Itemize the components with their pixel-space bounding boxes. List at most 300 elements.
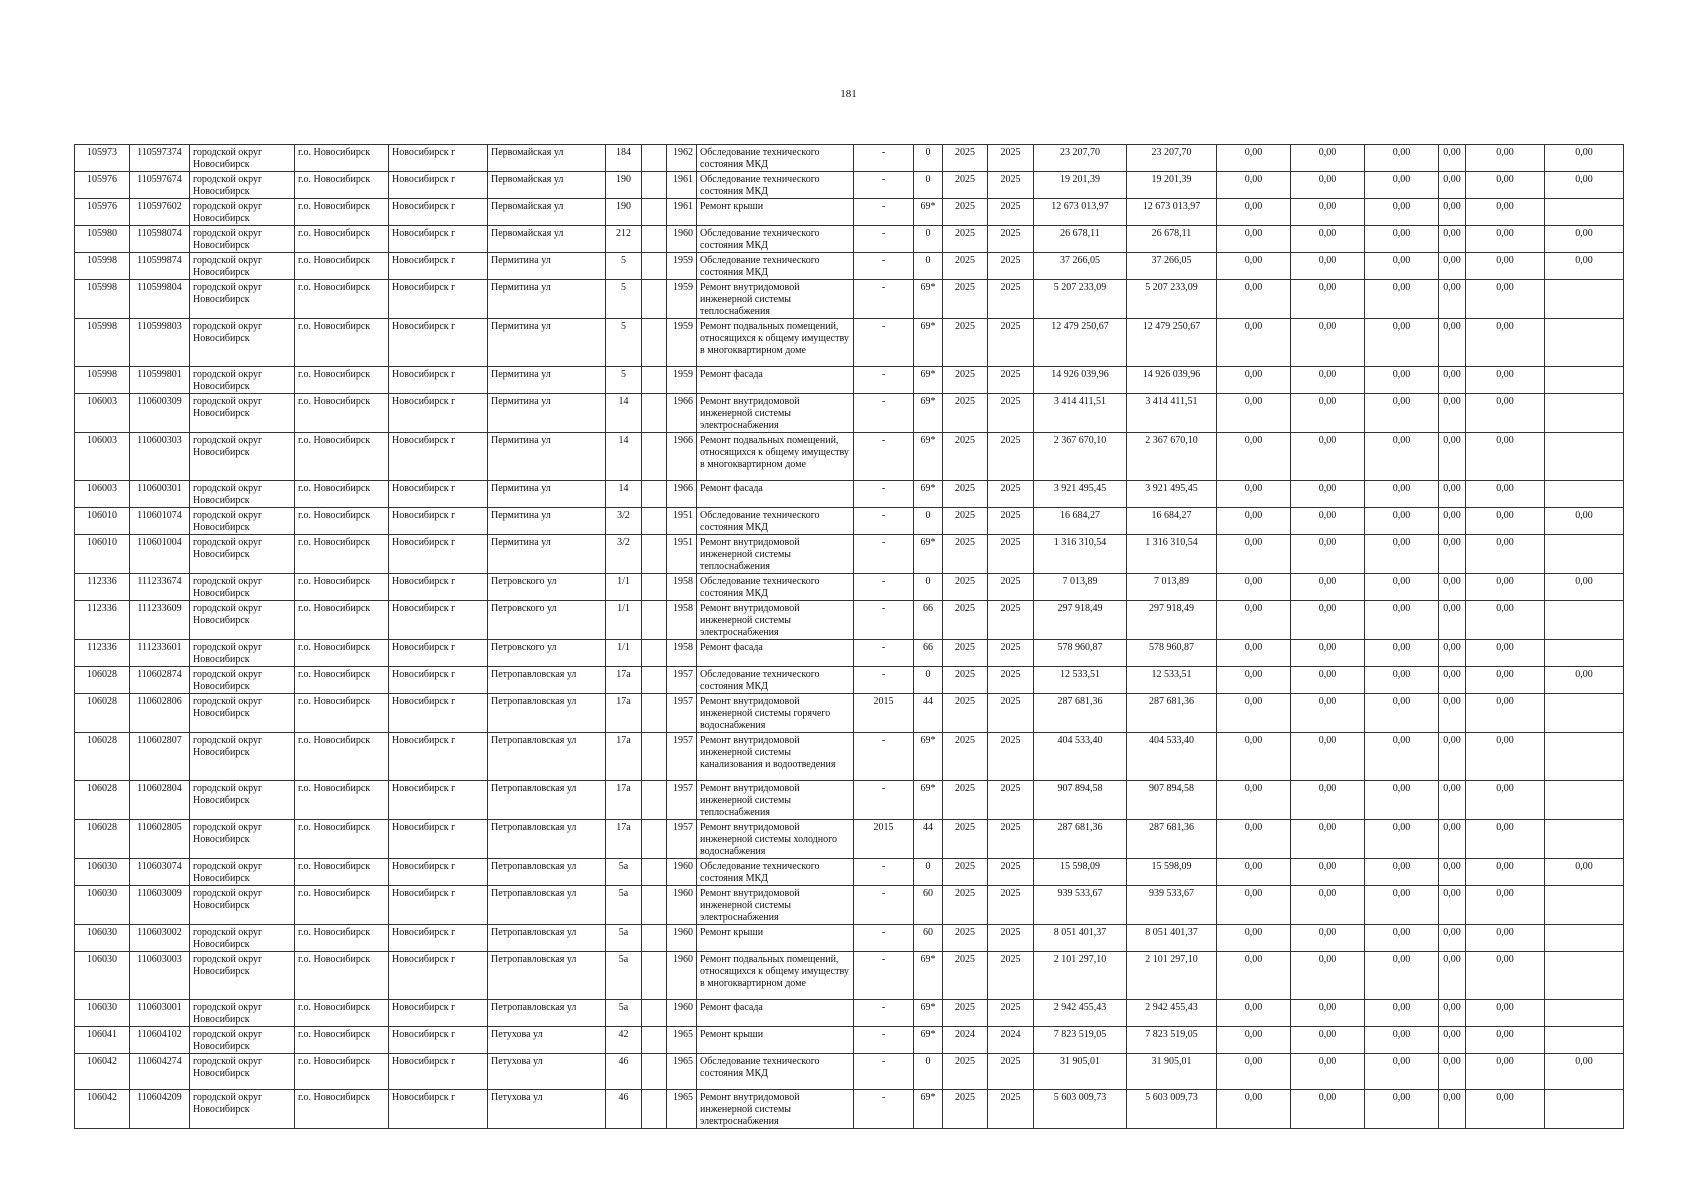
cell-year-built: 1959	[667, 367, 697, 394]
cell-cost-local: 0,00	[1365, 319, 1439, 367]
cell-cost-owners: 0,00	[1466, 319, 1545, 367]
cell-cost-owners: 0,00	[1466, 1027, 1545, 1054]
cell-work-type: Ремонт внутридомовой инженерной системы электроснабжения	[697, 601, 854, 640]
cell-work-type: Ремонт внутридомовой инженерной системы электроснабжения	[697, 1090, 854, 1129]
cell-plan-year-start: 2025	[943, 640, 988, 667]
cell-municipality: городской округ Новосибирск	[190, 253, 295, 280]
cell-cost-owners: 0,00	[1466, 1054, 1545, 1090]
cell-cost-fund: 939 533,67	[1127, 886, 1217, 925]
cell-item-id: 111233609	[130, 601, 190, 640]
table-row	[75, 319, 1624, 367]
cell-cost-federal: 0,00	[1217, 667, 1291, 694]
cell-house-number: 5	[606, 319, 642, 367]
cell-cost-other: 0,00	[1439, 574, 1466, 601]
cell-total-cost: 7 013,89	[1034, 574, 1127, 601]
cell-municipality-short: г.о. Новосибирск	[295, 1090, 389, 1129]
cell-year-built: 1961	[667, 199, 697, 226]
cell-cost-extra: 0,00	[1545, 145, 1624, 172]
cell-house-number: 46	[606, 1090, 642, 1129]
cell-wear-percent: 69*	[914, 952, 943, 1000]
cell-cost-regional: 0,00	[1291, 319, 1365, 367]
cell-cost-regional: 0,00	[1291, 781, 1365, 820]
cell-last-repair-year: -	[854, 253, 914, 280]
cell-last-repair-year: -	[854, 925, 914, 952]
cell-last-repair-year: -	[854, 952, 914, 1000]
cell-item-id: 110599874	[130, 253, 190, 280]
cell-total-cost: 26 678,11	[1034, 226, 1127, 253]
table-row	[75, 781, 1624, 820]
cell-plan-year-end: 2025	[988, 601, 1034, 640]
cell-cost-other: 0,00	[1439, 667, 1466, 694]
cell-work-type: Обследование технического состояния МКД	[697, 145, 854, 172]
cell-municipality-short: г.о. Новосибирск	[295, 226, 389, 253]
cell-item-id: 110601004	[130, 535, 190, 574]
cell-plan-year-start: 2025	[943, 667, 988, 694]
cell-street: Петровского ул	[488, 574, 606, 601]
cell-cost-other: 0,00	[1439, 253, 1466, 280]
cell-wear-percent: 69*	[914, 781, 943, 820]
cell-street: Пермитина ул	[488, 433, 606, 481]
table-row	[75, 394, 1624, 433]
cell-building	[642, 535, 667, 574]
cell-cost-fund: 2 942 455,43	[1127, 1000, 1217, 1027]
cell-cost-other: 0,00	[1439, 508, 1466, 535]
cell-house-number: 17а	[606, 667, 642, 694]
cell-street: Первомайская ул	[488, 199, 606, 226]
cell-locality: Новосибирск г	[389, 859, 488, 886]
cell-cost-regional: 0,00	[1291, 394, 1365, 433]
cell-house-number: 5а	[606, 1000, 642, 1027]
cell-building	[642, 820, 667, 859]
table-row	[75, 694, 1624, 733]
cell-total-cost: 31 905,01	[1034, 1054, 1127, 1090]
cell-cost-federal: 0,00	[1217, 172, 1291, 199]
cell-street: Первомайская ул	[488, 226, 606, 253]
cell-house-id: 106028	[75, 820, 130, 859]
cell-cost-federal: 0,00	[1217, 859, 1291, 886]
cell-work-type: Ремонт внутридомовой инженерной системы электроснабжения	[697, 886, 854, 925]
table-row	[75, 667, 1624, 694]
cell-cost-local: 0,00	[1365, 733, 1439, 781]
cell-total-cost: 1 316 310,54	[1034, 535, 1127, 574]
cell-locality: Новосибирск г	[389, 1000, 488, 1027]
cell-locality: Новосибирск г	[389, 433, 488, 481]
cell-work-type: Обследование технического состояния МКД	[697, 226, 854, 253]
table-row	[75, 820, 1624, 859]
cell-total-cost: 19 201,39	[1034, 172, 1127, 199]
cell-total-cost: 12 479 250,67	[1034, 319, 1127, 367]
cell-total-cost: 12 533,51	[1034, 667, 1127, 694]
cell-cost-federal: 0,00	[1217, 394, 1291, 433]
cell-cost-owners: 0,00	[1466, 508, 1545, 535]
cell-cost-extra	[1545, 694, 1624, 733]
cell-locality: Новосибирск г	[389, 199, 488, 226]
cell-wear-percent: 69*	[914, 733, 943, 781]
cell-cost-federal: 0,00	[1217, 199, 1291, 226]
cell-cost-regional: 0,00	[1291, 952, 1365, 1000]
cell-cost-regional: 0,00	[1291, 1054, 1365, 1090]
table-row	[75, 952, 1624, 1000]
table-row	[75, 601, 1624, 640]
cell-work-type: Ремонт крыши	[697, 925, 854, 952]
cell-house-id: 105973	[75, 145, 130, 172]
cell-year-built: 1965	[667, 1054, 697, 1090]
table-body	[75, 145, 1624, 1129]
cell-cost-extra	[1545, 640, 1624, 667]
cell-municipality-short: г.о. Новосибирск	[295, 199, 389, 226]
cell-cost-extra	[1545, 952, 1624, 1000]
cell-plan-year-end: 2025	[988, 280, 1034, 319]
cell-street: Петухова ул	[488, 1090, 606, 1129]
cell-cost-local: 0,00	[1365, 1054, 1439, 1090]
cell-cost-owners: 0,00	[1466, 394, 1545, 433]
cell-wear-percent: 0	[914, 253, 943, 280]
cell-last-repair-year: -	[854, 394, 914, 433]
cell-building	[642, 859, 667, 886]
cell-cost-regional: 0,00	[1291, 535, 1365, 574]
cell-plan-year-start: 2025	[943, 886, 988, 925]
cell-cost-federal: 0,00	[1217, 433, 1291, 481]
cell-year-built: 1961	[667, 172, 697, 199]
cell-cost-regional: 0,00	[1291, 226, 1365, 253]
cell-building	[642, 253, 667, 280]
cell-cost-fund: 16 684,27	[1127, 508, 1217, 535]
cell-building	[642, 508, 667, 535]
cell-cost-extra: 0,00	[1545, 859, 1624, 886]
cell-last-repair-year: -	[854, 280, 914, 319]
cell-plan-year-start: 2025	[943, 574, 988, 601]
cell-year-built: 1957	[667, 781, 697, 820]
cell-municipality: городской округ Новосибирск	[190, 859, 295, 886]
cell-municipality: городской округ Новосибирск	[190, 367, 295, 394]
cell-house-number: 17а	[606, 781, 642, 820]
cell-plan-year-end: 2025	[988, 667, 1034, 694]
cell-cost-owners: 0,00	[1466, 226, 1545, 253]
cell-plan-year-start: 2025	[943, 925, 988, 952]
cell-street: Петухова ул	[488, 1027, 606, 1054]
cell-plan-year-end: 2025	[988, 319, 1034, 367]
cell-cost-other: 0,00	[1439, 145, 1466, 172]
cell-cost-extra	[1545, 319, 1624, 367]
cell-cost-owners: 0,00	[1466, 145, 1545, 172]
cell-house-id: 106028	[75, 694, 130, 733]
cell-street: Первомайская ул	[488, 145, 606, 172]
cell-cost-local: 0,00	[1365, 1000, 1439, 1027]
cell-plan-year-start: 2025	[943, 952, 988, 1000]
cell-total-cost: 37 266,05	[1034, 253, 1127, 280]
cell-cost-fund: 287 681,36	[1127, 694, 1217, 733]
cell-cost-local: 0,00	[1365, 952, 1439, 1000]
cell-wear-percent: 69*	[914, 199, 943, 226]
cell-cost-local: 0,00	[1365, 667, 1439, 694]
cell-building	[642, 319, 667, 367]
registry-table	[74, 144, 1624, 1129]
cell-cost-extra: 0,00	[1545, 172, 1624, 199]
cell-total-cost: 3 414 411,51	[1034, 394, 1127, 433]
cell-cost-federal: 0,00	[1217, 694, 1291, 733]
cell-cost-local: 0,00	[1365, 226, 1439, 253]
cell-year-built: 1962	[667, 145, 697, 172]
cell-total-cost: 23 207,70	[1034, 145, 1127, 172]
cell-cost-local: 0,00	[1365, 925, 1439, 952]
cell-locality: Новосибирск г	[389, 925, 488, 952]
cell-wear-percent: 69*	[914, 1027, 943, 1054]
cell-municipality-short: г.о. Новосибирск	[295, 319, 389, 367]
cell-municipality: городской округ Новосибирск	[190, 145, 295, 172]
cell-locality: Новосибирск г	[389, 508, 488, 535]
cell-cost-owners: 0,00	[1466, 367, 1545, 394]
cell-plan-year-end: 2025	[988, 253, 1034, 280]
cell-last-repair-year: 2015	[854, 820, 914, 859]
cell-building	[642, 781, 667, 820]
cell-locality: Новосибирск г	[389, 1090, 488, 1129]
cell-total-cost: 939 533,67	[1034, 886, 1127, 925]
table-row	[75, 367, 1624, 394]
cell-cost-local: 0,00	[1365, 601, 1439, 640]
cell-house-number: 17а	[606, 820, 642, 859]
cell-locality: Новосибирск г	[389, 574, 488, 601]
cell-building	[642, 694, 667, 733]
cell-cost-local: 0,00	[1365, 820, 1439, 859]
cell-total-cost: 404 533,40	[1034, 733, 1127, 781]
cell-item-id: 110603003	[130, 952, 190, 1000]
cell-plan-year-start: 2025	[943, 481, 988, 508]
cell-wear-percent: 0	[914, 145, 943, 172]
cell-municipality-short: г.о. Новосибирск	[295, 952, 389, 1000]
cell-work-type: Обследование технического состояния МКД	[697, 508, 854, 535]
cell-house-number: 212	[606, 226, 642, 253]
cell-cost-regional: 0,00	[1291, 925, 1365, 952]
cell-cost-federal: 0,00	[1217, 781, 1291, 820]
cell-street: Петропавловская ул	[488, 820, 606, 859]
cell-total-cost: 907 894,58	[1034, 781, 1127, 820]
cell-cost-fund: 2 367 670,10	[1127, 433, 1217, 481]
cell-plan-year-end: 2025	[988, 781, 1034, 820]
cell-total-cost: 287 681,36	[1034, 820, 1127, 859]
cell-street: Петропавловская ул	[488, 886, 606, 925]
cell-year-built: 1951	[667, 535, 697, 574]
cell-building	[642, 1000, 667, 1027]
cell-house-number: 14	[606, 394, 642, 433]
cell-cost-other: 0,00	[1439, 433, 1466, 481]
cell-municipality-short: г.о. Новосибирск	[295, 640, 389, 667]
cell-last-repair-year: -	[854, 574, 914, 601]
cell-year-built: 1960	[667, 1000, 697, 1027]
cell-year-built: 1965	[667, 1027, 697, 1054]
cell-cost-regional: 0,00	[1291, 601, 1365, 640]
cell-house-id: 112336	[75, 574, 130, 601]
cell-item-id: 110604209	[130, 1090, 190, 1129]
cell-house-id: 106028	[75, 781, 130, 820]
cell-house-number: 5а	[606, 859, 642, 886]
cell-cost-extra: 0,00	[1545, 253, 1624, 280]
cell-cost-federal: 0,00	[1217, 886, 1291, 925]
cell-plan-year-end: 2025	[988, 733, 1034, 781]
table-row	[75, 1027, 1624, 1054]
cell-cost-federal: 0,00	[1217, 508, 1291, 535]
cell-cost-regional: 0,00	[1291, 1027, 1365, 1054]
cell-cost-other: 0,00	[1439, 172, 1466, 199]
cell-cost-other: 0,00	[1439, 694, 1466, 733]
cell-cost-local: 0,00	[1365, 574, 1439, 601]
cell-work-type: Обследование технического состояния МКД	[697, 172, 854, 199]
cell-plan-year-end: 2025	[988, 820, 1034, 859]
cell-work-type: Ремонт фасада	[697, 640, 854, 667]
cell-last-repair-year: -	[854, 781, 914, 820]
cell-work-type: Обследование технического состояния МКД	[697, 253, 854, 280]
cell-cost-other: 0,00	[1439, 1054, 1466, 1090]
cell-cost-federal: 0,00	[1217, 820, 1291, 859]
cell-municipality-short: г.о. Новосибирск	[295, 253, 389, 280]
cell-plan-year-start: 2025	[943, 145, 988, 172]
cell-plan-year-start: 2025	[943, 226, 988, 253]
cell-total-cost: 3 921 495,45	[1034, 481, 1127, 508]
cell-cost-other: 0,00	[1439, 199, 1466, 226]
cell-item-id: 110600309	[130, 394, 190, 433]
cell-cost-federal: 0,00	[1217, 1027, 1291, 1054]
cell-cost-owners: 0,00	[1466, 280, 1545, 319]
cell-cost-extra	[1545, 280, 1624, 319]
cell-cost-extra	[1545, 394, 1624, 433]
cell-wear-percent: 44	[914, 820, 943, 859]
cell-cost-extra	[1545, 481, 1624, 508]
cell-house-number: 14	[606, 481, 642, 508]
cell-street: Петропавловская ул	[488, 694, 606, 733]
cell-locality: Новосибирск г	[389, 820, 488, 859]
cell-work-type: Ремонт подвальных помещений, относящихся к общему имуществу в многоквартирном доме	[697, 952, 854, 1000]
cell-year-built: 1960	[667, 925, 697, 952]
cell-year-built: 1957	[667, 733, 697, 781]
cell-house-number: 14	[606, 433, 642, 481]
cell-house-number: 190	[606, 199, 642, 226]
cell-last-repair-year: -	[854, 859, 914, 886]
cell-wear-percent: 44	[914, 694, 943, 733]
cell-house-id: 106028	[75, 733, 130, 781]
cell-cost-other: 0,00	[1439, 640, 1466, 667]
cell-cost-federal: 0,00	[1217, 1090, 1291, 1129]
table-row	[75, 172, 1624, 199]
cell-municipality: городской округ Новосибирск	[190, 640, 295, 667]
cell-house-number: 1/1	[606, 574, 642, 601]
cell-wear-percent: 69*	[914, 481, 943, 508]
cell-cost-federal: 0,00	[1217, 1000, 1291, 1027]
cell-locality: Новосибирск г	[389, 886, 488, 925]
cell-house-id: 106003	[75, 481, 130, 508]
cell-last-repair-year: -	[854, 367, 914, 394]
cell-plan-year-start: 2025	[943, 199, 988, 226]
cell-house-number: 184	[606, 145, 642, 172]
cell-municipality-short: г.о. Новосибирск	[295, 1027, 389, 1054]
cell-wear-percent: 60	[914, 886, 943, 925]
cell-plan-year-end: 2025	[988, 199, 1034, 226]
cell-item-id: 110601074	[130, 508, 190, 535]
cell-year-built: 1959	[667, 280, 697, 319]
cell-last-repair-year: -	[854, 886, 914, 925]
cell-house-number: 5	[606, 367, 642, 394]
cell-item-id: 110600303	[130, 433, 190, 481]
cell-municipality: городской округ Новосибирск	[190, 280, 295, 319]
cell-last-repair-year: -	[854, 481, 914, 508]
cell-house-number: 5а	[606, 925, 642, 952]
cell-plan-year-start: 2025	[943, 820, 988, 859]
cell-cost-local: 0,00	[1365, 535, 1439, 574]
cell-municipality-short: г.о. Новосибирск	[295, 667, 389, 694]
cell-cost-federal: 0,00	[1217, 1054, 1291, 1090]
cell-cost-federal: 0,00	[1217, 733, 1291, 781]
cell-house-id: 106030	[75, 925, 130, 952]
cell-work-type: Ремонт внутридомовой инженерной системы теплоснабжения	[697, 280, 854, 319]
cell-plan-year-start: 2025	[943, 859, 988, 886]
cell-cost-fund: 287 681,36	[1127, 820, 1217, 859]
cell-cost-fund: 3 414 411,51	[1127, 394, 1217, 433]
cell-house-id: 106010	[75, 535, 130, 574]
cell-cost-federal: 0,00	[1217, 253, 1291, 280]
cell-item-id: 110600301	[130, 481, 190, 508]
cell-cost-federal: 0,00	[1217, 925, 1291, 952]
cell-house-number: 42	[606, 1027, 642, 1054]
cell-cost-regional: 0,00	[1291, 253, 1365, 280]
cell-cost-extra	[1545, 1090, 1624, 1129]
cell-building	[642, 574, 667, 601]
cell-municipality-short: г.о. Новосибирск	[295, 820, 389, 859]
cell-cost-regional: 0,00	[1291, 667, 1365, 694]
cell-wear-percent: 0	[914, 508, 943, 535]
cell-cost-local: 0,00	[1365, 694, 1439, 733]
cell-wear-percent: 0	[914, 1054, 943, 1090]
cell-cost-fund: 14 926 039,96	[1127, 367, 1217, 394]
cell-cost-owners: 0,00	[1466, 199, 1545, 226]
cell-work-type: Ремонт внутридомовой инженерной системы теплоснабжения	[697, 781, 854, 820]
cell-plan-year-start: 2024	[943, 1027, 988, 1054]
cell-municipality-short: г.о. Новосибирск	[295, 481, 389, 508]
cell-work-type: Ремонт крыши	[697, 199, 854, 226]
cell-plan-year-start: 2025	[943, 280, 988, 319]
cell-house-id: 106030	[75, 859, 130, 886]
cell-house-id: 105980	[75, 226, 130, 253]
cell-cost-owners: 0,00	[1466, 886, 1545, 925]
cell-last-repair-year: -	[854, 1000, 914, 1027]
cell-last-repair-year: -	[854, 667, 914, 694]
cell-house-number: 5	[606, 253, 642, 280]
cell-total-cost: 578 960,87	[1034, 640, 1127, 667]
cell-house-id: 112336	[75, 640, 130, 667]
cell-cost-fund: 907 894,58	[1127, 781, 1217, 820]
cell-municipality-short: г.о. Новосибирск	[295, 925, 389, 952]
cell-cost-other: 0,00	[1439, 481, 1466, 508]
cell-cost-fund: 297 918,49	[1127, 601, 1217, 640]
cell-house-id: 106030	[75, 886, 130, 925]
cell-building	[642, 925, 667, 952]
cell-work-type: Ремонт фасада	[697, 1000, 854, 1027]
cell-item-id: 111233601	[130, 640, 190, 667]
cell-house-id: 105998	[75, 280, 130, 319]
table-row	[75, 640, 1624, 667]
cell-total-cost: 2 367 670,10	[1034, 433, 1127, 481]
cell-locality: Новосибирск г	[389, 481, 488, 508]
cell-cost-owners: 0,00	[1466, 820, 1545, 859]
cell-work-type: Ремонт крыши	[697, 1027, 854, 1054]
cell-cost-regional: 0,00	[1291, 433, 1365, 481]
cell-house-number: 5	[606, 280, 642, 319]
cell-plan-year-end: 2025	[988, 433, 1034, 481]
cell-wear-percent: 0	[914, 667, 943, 694]
cell-total-cost: 15 598,09	[1034, 859, 1127, 886]
cell-house-id: 106041	[75, 1027, 130, 1054]
cell-cost-extra	[1545, 199, 1624, 226]
cell-house-number: 5а	[606, 886, 642, 925]
cell-plan-year-end: 2025	[988, 145, 1034, 172]
cell-cost-local: 0,00	[1365, 640, 1439, 667]
